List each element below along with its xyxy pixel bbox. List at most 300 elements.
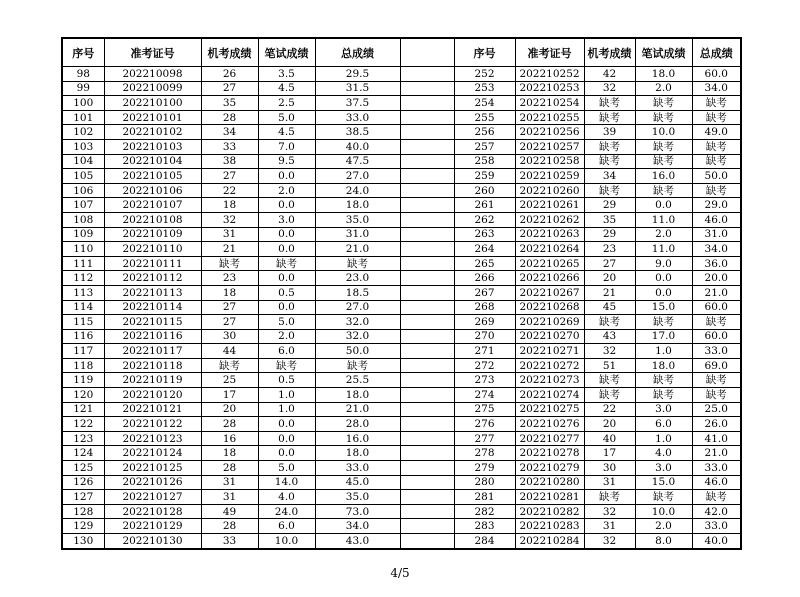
column-spacer [400, 67, 454, 82]
cell-exam-id: 202210122 [104, 417, 201, 432]
column-spacer [400, 388, 454, 403]
cell-seq: 263 [454, 227, 515, 242]
cell-written-score: 缺考 [635, 154, 692, 169]
cell-total-score: 73.0 [315, 504, 400, 519]
cell-seq: 115 [62, 315, 104, 330]
cell-seq: 282 [454, 504, 515, 519]
cell-computer-score: 17 [584, 446, 635, 461]
cell-computer-score: 缺考 [584, 315, 635, 330]
table-row [62, 67, 741, 82]
cell-exam-id: 202210252 [515, 67, 584, 82]
cell-computer-score: 缺考 [201, 358, 258, 373]
cell-exam-id: 202210259 [515, 169, 584, 184]
cell-seq: 101 [62, 110, 104, 125]
cell-computer-score: 31 [201, 490, 258, 505]
table-row [62, 242, 741, 257]
cell-seq: 123 [62, 431, 104, 446]
cell-computer-score: 21 [201, 242, 258, 257]
column-spacer [400, 227, 454, 242]
cell-written-score: 1.0 [635, 344, 692, 359]
cell-seq: 104 [62, 154, 104, 169]
cell-computer-score: 31 [201, 227, 258, 242]
cell-seq: 262 [454, 212, 515, 227]
cell-total-score: 20.0 [692, 271, 741, 286]
cell-written-score: 3.0 [635, 402, 692, 417]
cell-total-score: 缺考 [692, 388, 741, 403]
cell-exam-id: 202210275 [515, 402, 584, 417]
cell-computer-score: 35 [584, 212, 635, 227]
header-written-score: 笔试成绩 [635, 38, 692, 67]
cell-computer-score: 32 [584, 504, 635, 519]
cell-computer-score: 43 [584, 329, 635, 344]
cell-seq: 98 [62, 67, 104, 82]
cell-total-score: 33.0 [692, 344, 741, 359]
cell-seq: 99 [62, 81, 104, 96]
table-row [62, 504, 741, 519]
cell-total-score: 缺考 [692, 139, 741, 154]
cell-computer-score: 缺考 [201, 256, 258, 271]
cell-computer-score: 18 [201, 446, 258, 461]
cell-total-score: 缺考 [692, 183, 741, 198]
cell-computer-score: 32 [201, 212, 258, 227]
cell-exam-id: 202210281 [515, 490, 584, 505]
cell-exam-id: 202210254 [515, 96, 584, 111]
cell-total-score: 32.0 [315, 315, 400, 330]
cell-seq: 122 [62, 417, 104, 432]
cell-exam-id: 202210108 [104, 212, 201, 227]
table-row [62, 212, 741, 227]
header-written-score: 笔试成绩 [258, 38, 315, 67]
cell-total-score: 26.0 [692, 417, 741, 432]
column-spacer [400, 402, 454, 417]
cell-computer-score: 28 [201, 519, 258, 534]
cell-written-score: 缺考 [635, 373, 692, 388]
cell-exam-id: 202210255 [515, 110, 584, 125]
cell-seq: 268 [454, 300, 515, 315]
cell-written-score: 缺考 [258, 358, 315, 373]
cell-computer-score: 32 [584, 81, 635, 96]
cell-computer-score: 缺考 [584, 96, 635, 111]
cell-exam-id: 202210269 [515, 315, 584, 330]
cell-seq: 271 [454, 344, 515, 359]
table-row [62, 329, 741, 344]
cell-seq: 112 [62, 271, 104, 286]
cell-written-score: 4.5 [258, 125, 315, 140]
cell-seq: 281 [454, 490, 515, 505]
cell-exam-id: 202210114 [104, 300, 201, 315]
cell-total-score: 33.0 [692, 461, 741, 476]
cell-computer-score: 16 [201, 431, 258, 446]
cell-written-score: 2.0 [635, 227, 692, 242]
cell-seq: 118 [62, 358, 104, 373]
cell-computer-score: 28 [201, 110, 258, 125]
cell-seq: 119 [62, 373, 104, 388]
cell-exam-id: 202210106 [104, 183, 201, 198]
cell-computer-score: 45 [584, 300, 635, 315]
cell-exam-id: 202210280 [515, 475, 584, 490]
cell-seq: 259 [454, 169, 515, 184]
cell-exam-id: 202210104 [104, 154, 201, 169]
cell-computer-score: 21 [584, 285, 635, 300]
table-row [62, 154, 741, 169]
cell-total-score: 37.5 [315, 96, 400, 111]
cell-total-score: 60.0 [692, 329, 741, 344]
cell-total-score: 27.0 [315, 169, 400, 184]
cell-seq: 283 [454, 519, 515, 534]
cell-exam-id: 202210125 [104, 461, 201, 476]
column-spacer [400, 198, 454, 213]
cell-written-score: 14.0 [258, 475, 315, 490]
cell-seq: 270 [454, 329, 515, 344]
cell-written-score: 0.0 [258, 431, 315, 446]
cell-written-score: 2.5 [258, 96, 315, 111]
cell-seq: 284 [454, 534, 515, 549]
column-spacer [400, 139, 454, 154]
column-spacer [400, 358, 454, 373]
cell-total-score: 21.0 [692, 446, 741, 461]
cell-total-score: 21.0 [692, 285, 741, 300]
cell-computer-score: 23 [201, 271, 258, 286]
cell-total-score: 18.0 [315, 198, 400, 213]
cell-total-score: 34.0 [315, 519, 400, 534]
column-spacer [400, 519, 454, 534]
cell-exam-id: 202210123 [104, 431, 201, 446]
cell-seq: 261 [454, 198, 515, 213]
cell-written-score: 0.5 [258, 285, 315, 300]
header-row [62, 38, 741, 67]
table-row [62, 358, 741, 373]
table-row [62, 402, 741, 417]
column-spacer [400, 373, 454, 388]
cell-written-score: 缺考 [635, 139, 692, 154]
cell-written-score: 10.0 [635, 125, 692, 140]
cell-exam-id: 202210111 [104, 256, 201, 271]
cell-written-score: 0.0 [258, 446, 315, 461]
cell-exam-id: 202210272 [515, 358, 584, 373]
cell-written-score: 1.0 [635, 431, 692, 446]
cell-seq: 254 [454, 96, 515, 111]
column-spacer [400, 169, 454, 184]
cell-total-score: 25.5 [315, 373, 400, 388]
cell-exam-id: 202210270 [515, 329, 584, 344]
cell-total-score: 47.5 [315, 154, 400, 169]
cell-total-score: 33.0 [692, 519, 741, 534]
cell-written-score: 0.0 [258, 169, 315, 184]
cell-total-score: 缺考 [315, 256, 400, 271]
cell-seq: 103 [62, 139, 104, 154]
cell-computer-score: 31 [201, 475, 258, 490]
cell-computer-score: 31 [584, 519, 635, 534]
cell-total-score: 36.0 [692, 256, 741, 271]
cell-total-score: 缺考 [315, 358, 400, 373]
cell-total-score: 50.0 [692, 169, 741, 184]
cell-total-score: 18.0 [315, 388, 400, 403]
column-spacer [400, 329, 454, 344]
table-row [62, 300, 741, 315]
table-row [62, 315, 741, 330]
column-spacer [400, 154, 454, 169]
cell-exam-id: 202210100 [104, 96, 201, 111]
cell-exam-id: 202210261 [515, 198, 584, 213]
cell-computer-score: 35 [201, 96, 258, 111]
cell-exam-id: 202210257 [515, 139, 584, 154]
cell-total-score: 35.0 [315, 490, 400, 505]
column-spacer [400, 534, 454, 549]
cell-computer-score: 缺考 [584, 490, 635, 505]
cell-seq: 280 [454, 475, 515, 490]
cell-computer-score: 27 [201, 300, 258, 315]
header-exam-id: 准考证号 [515, 38, 584, 67]
column-spacer [400, 256, 454, 271]
cell-total-score: 缺考 [692, 315, 741, 330]
cell-computer-score: 26 [201, 67, 258, 82]
cell-total-score: 43.0 [315, 534, 400, 549]
cell-total-score: 16.0 [315, 431, 400, 446]
column-spacer [400, 38, 454, 67]
cell-written-score: 7.0 [258, 139, 315, 154]
table-row [62, 183, 741, 198]
cell-total-score: 27.0 [315, 300, 400, 315]
cell-total-score: 31.5 [315, 81, 400, 96]
cell-total-score: 60.0 [692, 300, 741, 315]
column-spacer [400, 81, 454, 96]
cell-written-score: 0.0 [635, 285, 692, 300]
cell-exam-id: 202210258 [515, 154, 584, 169]
cell-total-score: 缺考 [692, 96, 741, 111]
cell-exam-id: 202210128 [104, 504, 201, 519]
cell-written-score: 0.0 [258, 242, 315, 257]
cell-total-score: 缺考 [692, 490, 741, 505]
table-row [62, 519, 741, 534]
cell-written-score: 2.0 [258, 183, 315, 198]
cell-written-score: 11.0 [635, 242, 692, 257]
cell-written-score: 3.0 [258, 212, 315, 227]
cell-total-score: 50.0 [315, 344, 400, 359]
cell-seq: 255 [454, 110, 515, 125]
cell-written-score: 缺考 [635, 96, 692, 111]
column-spacer [400, 431, 454, 446]
cell-exam-id: 202210265 [515, 256, 584, 271]
cell-seq: 273 [454, 373, 515, 388]
cell-computer-score: 17 [201, 388, 258, 403]
cell-exam-id: 202210102 [104, 125, 201, 140]
cell-seq: 265 [454, 256, 515, 271]
cell-computer-score: 缺考 [584, 139, 635, 154]
cell-written-score: 6.0 [258, 344, 315, 359]
cell-seq: 105 [62, 169, 104, 184]
cell-exam-id: 202210256 [515, 125, 584, 140]
cell-exam-id: 202210107 [104, 198, 201, 213]
cell-exam-id: 202210260 [515, 183, 584, 198]
table-row [62, 256, 741, 271]
cell-seq: 111 [62, 256, 104, 271]
cell-written-score: 16.0 [635, 169, 692, 184]
column-spacer [400, 96, 454, 111]
cell-computer-score: 27 [584, 256, 635, 271]
cell-seq: 129 [62, 519, 104, 534]
cell-seq: 266 [454, 271, 515, 286]
cell-exam-id: 202210284 [515, 534, 584, 549]
cell-written-score: 18.0 [635, 358, 692, 373]
cell-total-score: 33.0 [315, 110, 400, 125]
cell-seq: 252 [454, 67, 515, 82]
table-row [62, 388, 741, 403]
cell-exam-id: 202210112 [104, 271, 201, 286]
cell-computer-score: 18 [201, 198, 258, 213]
cell-computer-score: 27 [201, 169, 258, 184]
cell-total-score: 40.0 [315, 139, 400, 154]
cell-computer-score: 39 [584, 125, 635, 140]
cell-seq: 275 [454, 402, 515, 417]
cell-total-score: 35.0 [315, 212, 400, 227]
cell-total-score: 46.0 [692, 475, 741, 490]
cell-computer-score: 缺考 [584, 110, 635, 125]
cell-total-score: 33.0 [315, 461, 400, 476]
cell-written-score: 6.0 [635, 417, 692, 432]
column-spacer [400, 344, 454, 359]
cell-exam-id: 202210268 [515, 300, 584, 315]
cell-total-score: 42.0 [692, 504, 741, 519]
cell-written-score: 24.0 [258, 504, 315, 519]
cell-computer-score: 33 [201, 534, 258, 549]
cell-exam-id: 202210126 [104, 475, 201, 490]
column-spacer [400, 315, 454, 330]
table-row [62, 81, 741, 96]
table-row [62, 110, 741, 125]
cell-computer-score: 27 [201, 315, 258, 330]
cell-written-score: 6.0 [258, 519, 315, 534]
cell-computer-score: 40 [584, 431, 635, 446]
cell-exam-id: 202210124 [104, 446, 201, 461]
cell-total-score: 38.5 [315, 125, 400, 140]
cell-written-score: 缺考 [635, 388, 692, 403]
cell-exam-id: 202210264 [515, 242, 584, 257]
column-spacer [400, 475, 454, 490]
table-row [62, 475, 741, 490]
table-row [62, 373, 741, 388]
cell-computer-score: 28 [201, 461, 258, 476]
cell-written-score: 4.0 [258, 490, 315, 505]
cell-seq: 278 [454, 446, 515, 461]
cell-total-score: 21.0 [315, 242, 400, 257]
cell-computer-score: 44 [201, 344, 258, 359]
cell-seq: 274 [454, 388, 515, 403]
cell-computer-score: 34 [201, 125, 258, 140]
cell-written-score: 2.0 [635, 81, 692, 96]
cell-exam-id: 202210277 [515, 431, 584, 446]
header-computer-score: 机考成绩 [584, 38, 635, 67]
table-row [62, 139, 741, 154]
table-row [62, 96, 741, 111]
cell-exam-id: 202210115 [104, 315, 201, 330]
cell-seq: 267 [454, 285, 515, 300]
score-table [61, 37, 742, 550]
table-row [62, 285, 741, 300]
table-row [62, 344, 741, 359]
cell-computer-score: 29 [584, 227, 635, 242]
cell-written-score: 9.0 [635, 256, 692, 271]
cell-seq: 116 [62, 329, 104, 344]
cell-computer-score: 20 [201, 402, 258, 417]
cell-computer-score: 23 [584, 242, 635, 257]
cell-exam-id: 202210283 [515, 519, 584, 534]
cell-total-score: 32.0 [315, 329, 400, 344]
cell-written-score: 缺考 [635, 183, 692, 198]
page-number: 4/5 [390, 566, 410, 580]
cell-written-score: 5.0 [258, 110, 315, 125]
cell-computer-score: 30 [584, 461, 635, 476]
cell-written-score: 2.0 [635, 519, 692, 534]
table-row [62, 417, 741, 432]
cell-written-score: 10.0 [258, 534, 315, 549]
cell-total-score: 46.0 [692, 212, 741, 227]
cell-written-score: 18.0 [635, 67, 692, 82]
cell-exam-id: 202210282 [515, 504, 584, 519]
cell-total-score: 29.5 [315, 67, 400, 82]
cell-computer-score: 49 [201, 504, 258, 519]
cell-seq: 109 [62, 227, 104, 242]
table-row [62, 227, 741, 242]
cell-seq: 260 [454, 183, 515, 198]
cell-computer-score: 29 [584, 198, 635, 213]
cell-seq: 276 [454, 417, 515, 432]
cell-written-score: 15.0 [635, 475, 692, 490]
cell-total-score: 45.0 [315, 475, 400, 490]
cell-seq: 110 [62, 242, 104, 257]
cell-seq: 102 [62, 125, 104, 140]
table-row [62, 169, 741, 184]
cell-seq: 130 [62, 534, 104, 549]
cell-seq: 128 [62, 504, 104, 519]
cell-exam-id: 202210266 [515, 271, 584, 286]
column-spacer [400, 125, 454, 140]
cell-written-score: 0.0 [635, 271, 692, 286]
cell-seq: 126 [62, 475, 104, 490]
cell-written-score: 4.5 [258, 81, 315, 96]
cell-computer-score: 缺考 [584, 388, 635, 403]
cell-total-score: 60.0 [692, 67, 741, 82]
cell-computer-score: 32 [584, 534, 635, 549]
cell-written-score: 11.0 [635, 212, 692, 227]
cell-written-score: 缺考 [635, 110, 692, 125]
cell-total-score: 31.0 [315, 227, 400, 242]
cell-total-score: 28.0 [315, 417, 400, 432]
cell-total-score: 18.5 [315, 285, 400, 300]
cell-exam-id: 202210278 [515, 446, 584, 461]
cell-seq: 264 [454, 242, 515, 257]
cell-seq: 124 [62, 446, 104, 461]
cell-total-score: 41.0 [692, 431, 741, 446]
column-spacer [400, 285, 454, 300]
cell-written-score: 0.0 [258, 227, 315, 242]
header-exam-id: 准考证号 [104, 38, 201, 67]
cell-exam-id: 202210118 [104, 358, 201, 373]
column-spacer [400, 271, 454, 286]
cell-seq: 269 [454, 315, 515, 330]
cell-computer-score: 27 [201, 81, 258, 96]
cell-computer-score: 25 [201, 373, 258, 388]
cell-written-score: 0.5 [258, 373, 315, 388]
cell-written-score: 1.0 [258, 388, 315, 403]
cell-exam-id: 202210103 [104, 139, 201, 154]
cell-seq: 106 [62, 183, 104, 198]
cell-written-score: 0.0 [258, 417, 315, 432]
column-spacer [400, 490, 454, 505]
cell-seq: 258 [454, 154, 515, 169]
cell-total-score: 40.0 [692, 534, 741, 549]
cell-written-score: 0.0 [635, 198, 692, 213]
cell-written-score: 3.0 [635, 461, 692, 476]
